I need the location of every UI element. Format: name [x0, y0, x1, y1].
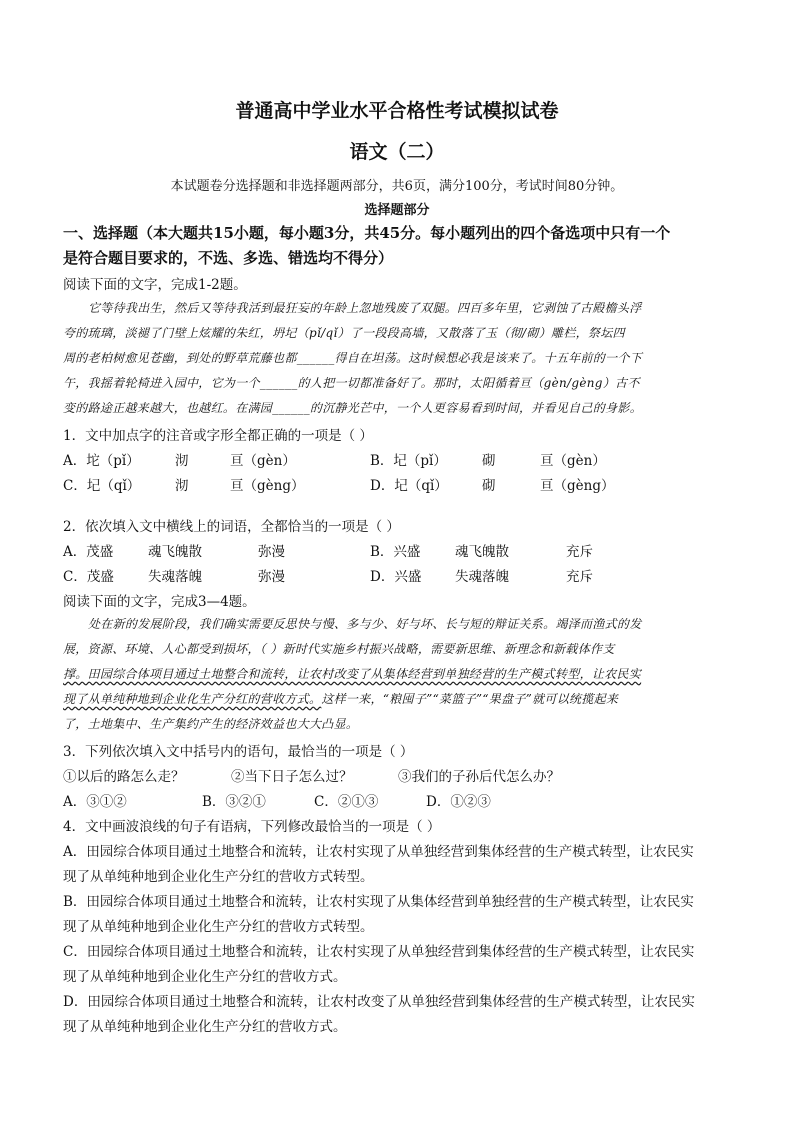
passage2-wavy-segment: 现了从单纯种地到企业化生产分红的营收方式。: [63, 692, 322, 706]
option-item: 充斥: [566, 569, 593, 585]
passage2-wavy-line: 撑。田园综合体项目通过土地整合和流转，让农村改变了从集体经营到单独经营的生产模式转型，让农民实: [63, 667, 642, 681]
passage2-line: 处在新的发展阶段，我们确实需要反思快与慢、多与少、好与坏、长与短的辩证关系。竭泽而渔式的发: [88, 617, 642, 631]
option-line: 现了从单纯种地到企业化生产分红的营收方式。: [63, 1019, 347, 1035]
reading2-instruction: 阅读下面的文字，完成3—4题。: [63, 594, 256, 610]
passage1-line: 变的路途正越来越大，也越红。在满园______的沉静光芒中，一个人更容易看到时间，并看见自己的身影。: [63, 401, 643, 415]
q3-option-d[interactable]: D．①②③: [426, 794, 491, 810]
option-line: C．田园综合体项目通过土地整合和流转，让农村实现了从单独经营到集体经营的生产模式转型，让农民实: [63, 944, 695, 960]
option-label: C．圮（qǐ）: [63, 478, 141, 494]
q3-stem: 3．下列依次填入文中括号内的语句，最恰当的一项是（ ）: [63, 744, 414, 760]
option-item: 魂飞魄散: [148, 544, 202, 560]
exam-subtitle: 语文（二）: [349, 141, 445, 163]
reading1-instruction: 阅读下面的文字，完成1-2题。: [63, 277, 247, 293]
option-label: D．兴盛: [370, 569, 422, 585]
option-item: 弥漫: [258, 544, 285, 560]
q3-item: ③我们的子孙后代怎么办？: [398, 769, 560, 785]
option-item: 沏: [175, 478, 189, 494]
exam-title: 普通高中学业水平合格性考试模拟试卷: [235, 100, 559, 122]
option-line: D．田园综合体项目通过土地整合和流转，让农村改变了从单独经营到集体经营的生产模式转型，让农民实: [63, 994, 695, 1010]
q3-option-a[interactable]: A．③①②: [63, 794, 127, 810]
option-item: 沏: [175, 453, 189, 469]
passage2-line: [63, 690, 618, 707]
q1-stem: 1．文中加点字的注音或字形全都正确的一项是（ ）: [63, 428, 373, 444]
option-label: A．坨（pǐ）: [63, 453, 140, 469]
passage1-line: 午，我摇着轮椅进入园中，它为一个______的人把一切都准备好了。那时，太阳循着亘（gèn/gèng）古不: [63, 376, 640, 390]
option-item: 魂飞魄散: [455, 544, 509, 560]
option-item: 亘（gèng）: [540, 478, 615, 494]
q3-option-b[interactable]: B．③②①: [202, 794, 266, 810]
option-line: 现了从单纯种地到企业化生产分红的营收方式转型。: [63, 919, 374, 935]
option-line: 现了从单纯种地到企业化生产分红的营收方式。: [63, 969, 347, 985]
passage2-line: 了，土地集中、生产集约产生的经济效益也大大凸显。: [63, 717, 359, 731]
option-label: B．圮（pǐ）: [370, 453, 447, 469]
option-label: D．圮（qǐ）: [370, 478, 448, 494]
section-heading-line1: 一、选择题（本大题共15小题，每小题3分，共45分。每小题列出的四个备选项中只有一个: [63, 224, 671, 242]
option-item: 充斥: [566, 544, 593, 560]
option-item: 失魂落魄: [455, 569, 509, 585]
part-heading: 选择题部分: [364, 203, 430, 218]
q3-item: ①以后的路怎么走？: [63, 769, 185, 785]
passage1-line: 它等待我出生，然后又等待我活到最狂妄的年龄上忽地残废了双腿。四百多年里，它剥蚀了古殿檐头浮: [88, 301, 642, 315]
option-item: 弥漫: [258, 569, 285, 585]
section-heading-line2: 是符合题目要求的，不选、多选、错选均不得分）: [63, 249, 394, 267]
option-item: 亘（gèn）: [540, 453, 606, 469]
option-line: B．田园综合体项目通过土地整合和流转，让农村实现了从集体经营到单独经营的生产模式转型，让农民实: [63, 894, 694, 910]
passage1-line: 周的老柏树愈见苍幽，到处的野草荒藤也都______得自在坦荡。这时候想必我是该来了。十五年前的一个下: [63, 351, 643, 365]
passage2-segment: 这样一来，“粮囤子”“菜篮子”“果盘子”就可以统揽起来: [321, 692, 619, 706]
option-item: 失魂落魄: [148, 569, 202, 585]
option-item: 亘（gèng）: [230, 478, 305, 494]
q2-stem: 2．依次填入文中横线上的词语，全都恰当的一项是（ ）: [63, 519, 400, 535]
passage1-line: 夸的琉璃，淡褪了门壁上炫耀的朱红，坍圮（pǐ/qǐ）了一段段高墙，又散落了玉（彻/砌）雕栏，祭坛四: [63, 326, 625, 340]
q3-item: ②当下日子怎么过？: [231, 769, 353, 785]
option-item: 砌: [482, 453, 496, 469]
q3-option-c[interactable]: C．②①③: [314, 794, 379, 810]
option-label: C．茂盛: [63, 569, 114, 585]
option-line: A．田园综合体项目通过土地整合和流转，让农村实现了从单独经营到集体经营的生产模式转型，让农民实: [63, 844, 694, 860]
passage2-line: 展，资源、环境、人心都受到损坏，（ ）新时代实施乡村振兴战略，需要新思维、新理念和新载体作支: [63, 642, 615, 656]
exam-info: 本试题卷分选择题和非选择题两部分，共6页，满分100分，考试时间80分钟。: [170, 179, 624, 194]
option-item: 砌: [482, 478, 496, 494]
q4-stem: 4．文中画波浪线的句子有语病，下列修改最恰当的一项是（ ）: [63, 819, 441, 835]
option-item: 亘（gèn）: [230, 453, 296, 469]
option-label: A．茂盛: [63, 544, 114, 560]
option-line: 现了从单纯种地到企业化生产分红的营收方式转型。: [63, 869, 374, 885]
option-label: B．兴盛: [370, 544, 421, 560]
